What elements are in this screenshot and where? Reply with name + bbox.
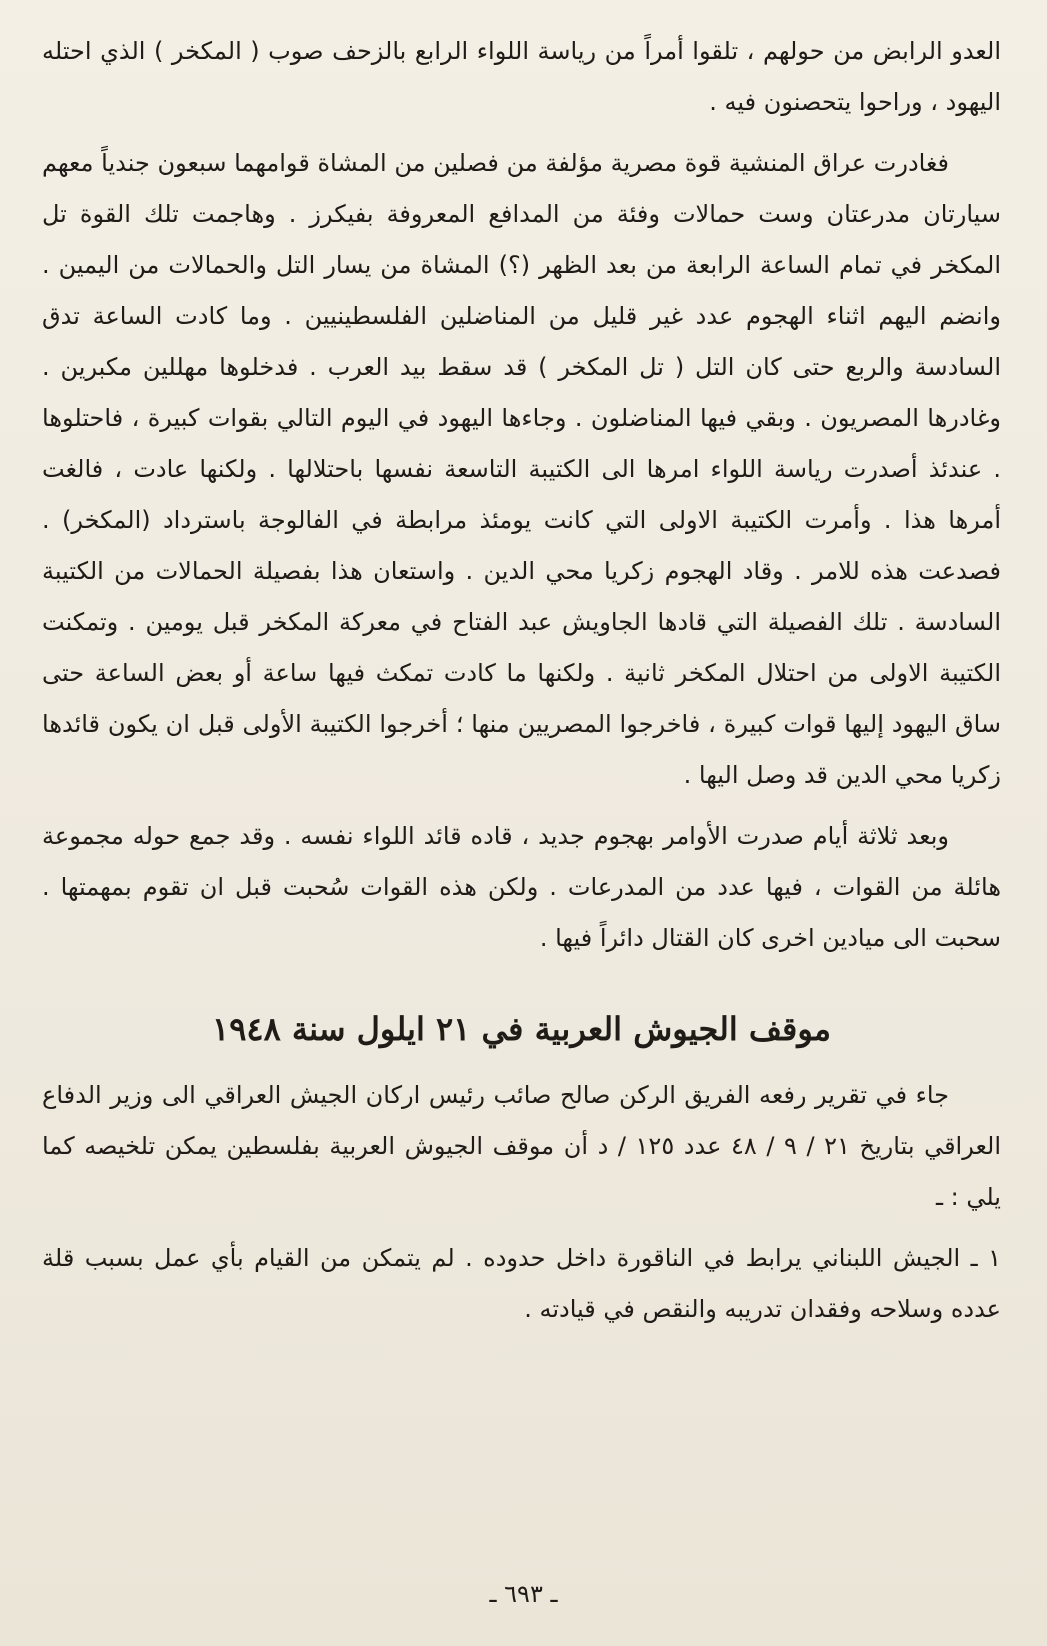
page-number xyxy=(0,1580,1047,1608)
report-text xyxy=(42,1070,1001,1335)
list-item-lebanese-army: ١ ـ الجيش اللبناني يرابط في الناقورة داخل حدوده . لم يتمكن من القيام بأي عمل بسبب قلة عدده وسلاحه وفقدان تدريبه والنقص في قيادته . xyxy=(42,1244,1001,1323)
page-number-text: ـ ٦٩٣ ـ xyxy=(489,1580,558,1608)
paragraph-report-intro: جاء في تقرير رفعه الفريق الركن صالح صائب رئيس اركان الجيش العراقي الى وزير الدفاع العراقي بتاريخ ٢١ / ٩ / ٤٨ عدد ١٢٥ / د أن موقف الجيوش العربية بفلسطين يمكن تلخيصه كما يلي : ـ xyxy=(42,1081,1002,1211)
paragraph-new-attack: وبعد ثلاثة أيام صدرت الأوامر بهجوم جديد ، قاده قائد اللواء نفسه . وقد جمع حوله مجموعة هائلة من القوات ، فيها عدد من المدرعات . ولكن هذه القوات سُحبت قبل ان تقوم بمهمتها . سحبت الى ميادين اخرى كان القتال دائراً فيها . xyxy=(42,822,1001,952)
body-text xyxy=(42,26,1001,964)
section-heading: موقف الجيوش العربية في ٢١ ايلول سنة ١٩٤٨ xyxy=(212,1010,831,1048)
paragraph-continuation: العدو الرابض من حولهم ، تلقوا أمراً من رياسة اللواء الرابع بالزحف صوب ( المكخر ) الذي احتله اليهود ، وراحوا يتحصنون فيه . xyxy=(42,37,1001,116)
paragraph-battle-account: فغادرت عراق المنشية قوة مصرية مؤلفة من فصلين من المشاة قوامهما سبعون جندياً معهم سيارتان مدرعتان وست حمالات وفئة من المدافع المعروفة بفيكرز . وهاجمت تلك القوة تل المكخر في تمام الساعة الرابعة من بعد الظهر (؟) المشاة من يسار التل والحمالات من اليمين . وانضم اليهم اثناء الهجوم عدد غير قليل من المناضلين الفلسطينيين . وما كادت الساعة تدق السادسة والربع حتى كان التل ( تل المكخر ) قد سقط بيد العرب . فدخلوها مهللين مكبرين . وغادرها المصريون . وبقي فيها المناضلون . وجاءها اليهود في اليوم التالي بقوات كبيرة ، فاحتلوها . عندئذ أصدرت رياسة اللواء امرها الى الكتيبة التاسعة نفسها باحتلالها . ولكنها عادت ، فالغت أمرها هذا . وأمرت الكتيبة الاولى التي كانت يومئذ مرابطة في الفالوجة باسترداد (المكخر) . فصدعت هذه للامر . وقاد الهجوم زكريا محي الدين . واستعان هذا بفصيلة الحمالات من الكتيبة السادسة . تلك الفصيلة التي قادها الجاويش عبد الفتاح في معركة المكخر قبل يومين . وتمكنت الكتيبة الاولى من احتلال المكخر ثانية . ولكنها ما كادت تمكث فيها ساعة أو بعض الساعة حتى ساق اليهود إليها قوات كبيرة ، فاخرجوا المصريين منها ؛ أخرجوا الكتيبة الأولى قبل ان يكون قائدها زكريا محي الدين قد وصل اليها . xyxy=(42,149,1001,789)
